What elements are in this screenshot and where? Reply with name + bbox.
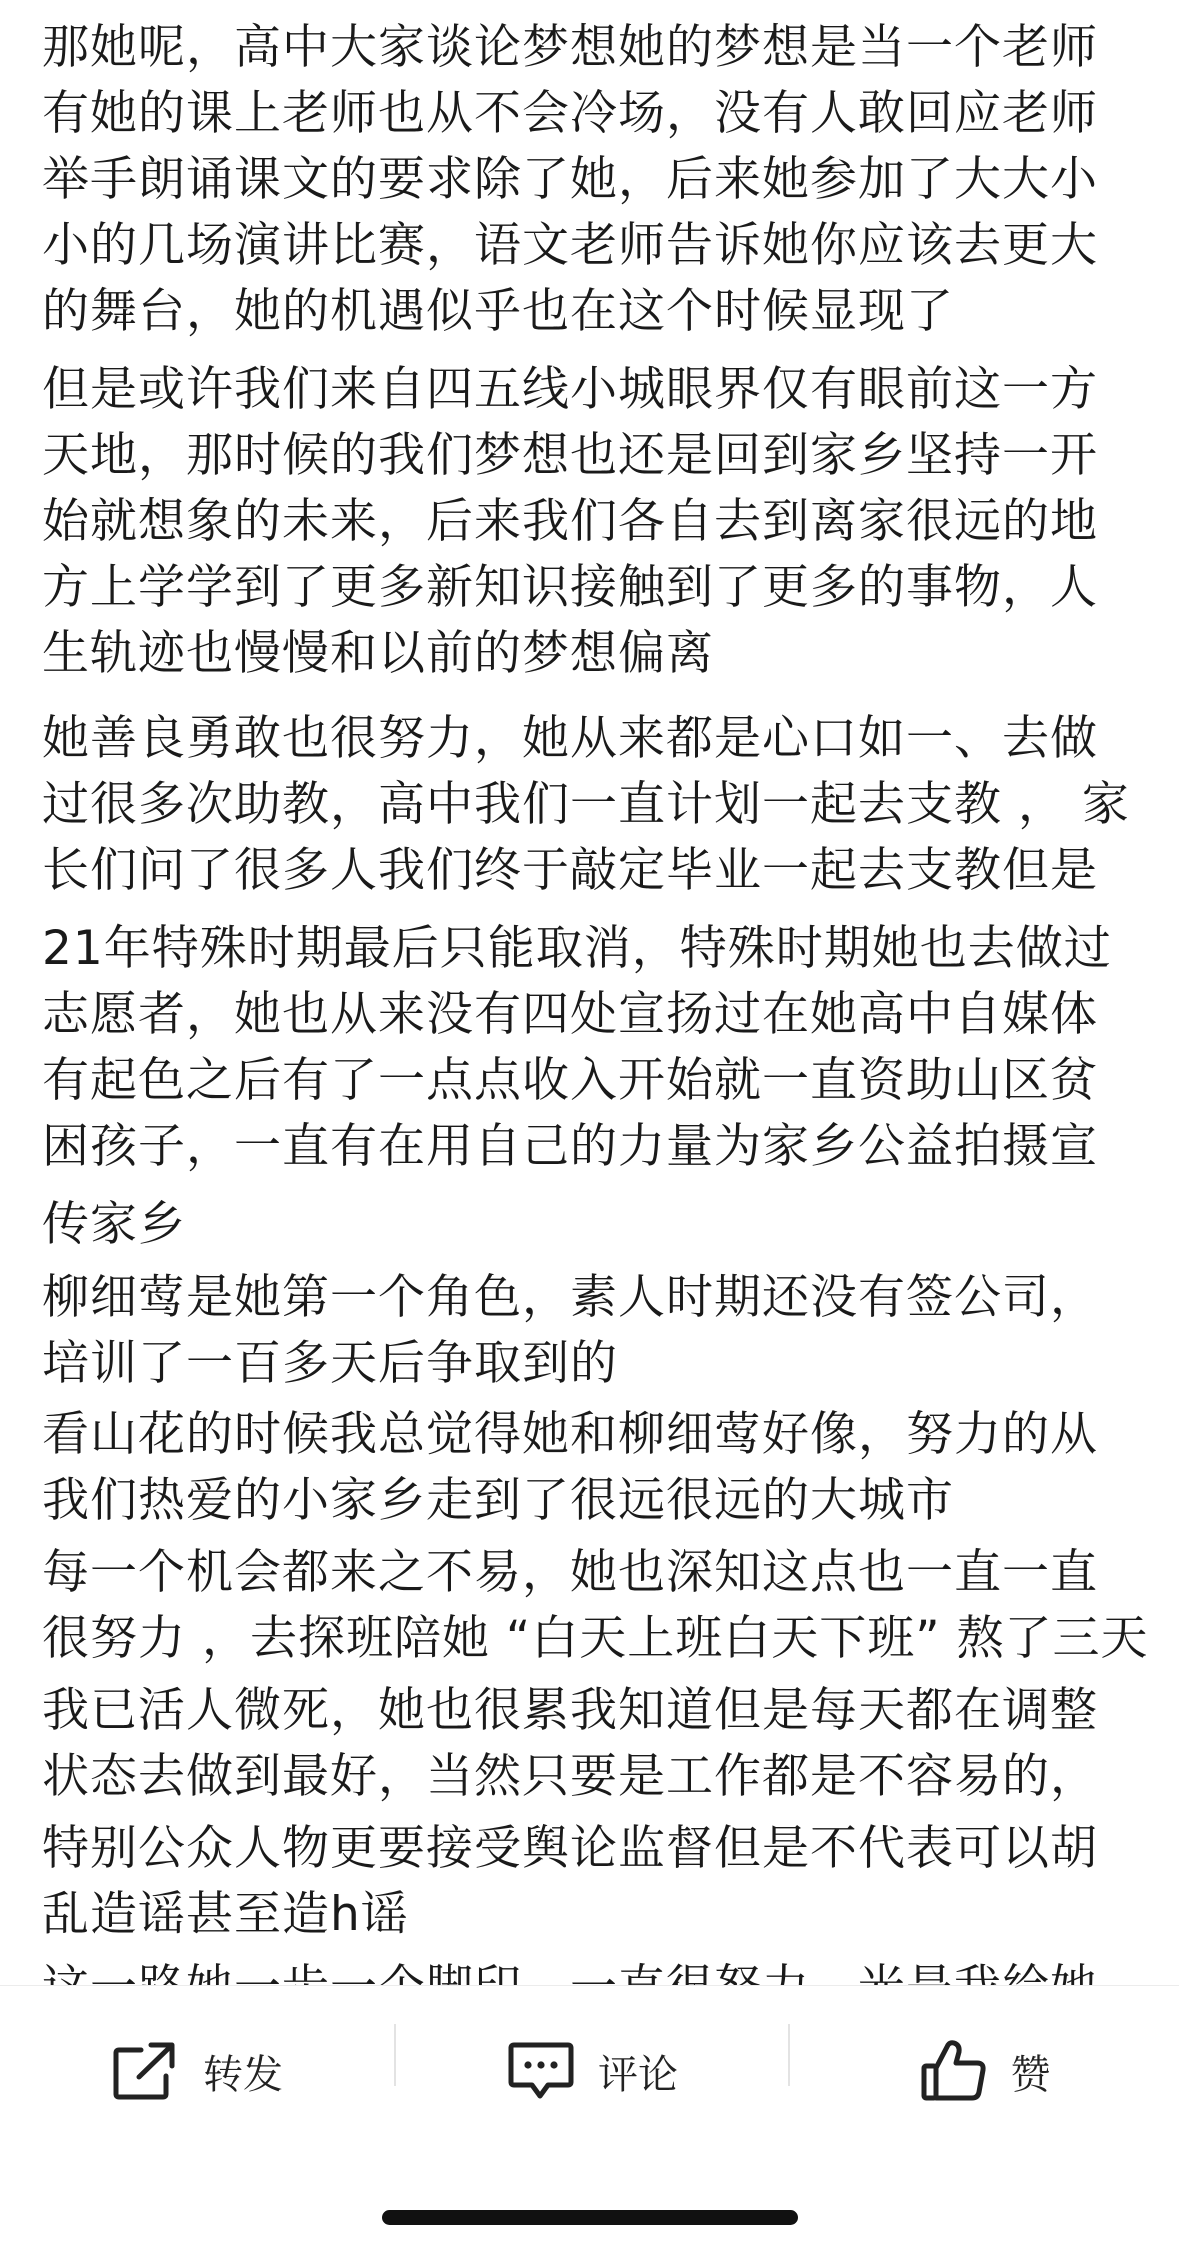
share-button[interactable]	[0, 1986, 394, 2156]
article-line: 有起色之后有了一点点收入开始就一直资助山区贫	[42, 1053, 1098, 1108]
like-button[interactable]	[790, 1986, 1179, 2156]
home-indicator[interactable]	[382, 2210, 798, 2225]
comment-button[interactable]	[396, 1986, 788, 2156]
comment-label: 评论	[598, 2051, 678, 2098]
article-line: 过很多次助教，高中我们一直计划一起去支教 ， 家	[42, 777, 1130, 832]
article-line: 21年特殊时期最后只能取消，特殊时期她也去做过	[42, 921, 1112, 976]
article-line: 长们问了很多人我们终于敲定毕业一起去支教但是	[42, 843, 1098, 898]
article-line: 有她的课上老师也从不会冷场，没有人敢回应老师	[42, 86, 1098, 141]
article-line: 柳细莺是她第一个角色，素人时期还没有签公司，	[42, 1270, 1098, 1325]
article-line: 困孩子，一直有在用自己的力量为家乡公益拍摄宣	[42, 1119, 1098, 1174]
article-line: 志愿者，她也从来没有四处宣扬过在她高中自媒体	[42, 987, 1098, 1042]
like-label: 赞	[1010, 2051, 1051, 2098]
article-line: 天地，那时候的我们梦想也还是回到家乡坚持一开	[42, 428, 1098, 483]
article-line: 很努力 ，去探班陪她 “白天上班白天下班” 熬了三天	[42, 1611, 1149, 1666]
article-line: 我们热爱的小家乡走到了很远很远的大城市	[42, 1473, 954, 1528]
article-line: 乱造谣甚至造h谣	[42, 1887, 409, 1942]
article-line: 的舞台，她的机遇似乎也在这个时候显现了	[42, 284, 954, 339]
article-line: 看山花的时候我总觉得她和柳细莺好像，努力的从	[42, 1407, 1098, 1462]
share-icon	[111, 2040, 181, 2102]
like-icon	[919, 2039, 989, 2103]
article-line: 传家乡	[42, 1197, 186, 1252]
article-line: 状态去做到最好，当然只要是工作都是不容易的，	[42, 1749, 1098, 1804]
article-line: 她善良勇敢也很努力，她从来都是心口如一、去做	[42, 711, 1098, 766]
article-line: 每一个机会都来之不易，她也深知这点也一直一直	[42, 1545, 1098, 1600]
bottom-action-bar	[0, 1985, 1179, 2156]
share-label: 转发	[203, 2051, 283, 2098]
article-line: 但是或许我们来自四五线小城眼界仅有眼前这一方	[42, 362, 1098, 417]
comment-icon	[506, 2040, 576, 2102]
article-line: 特别公众人物更要接受舆论监督但是不代表可以胡	[42, 1821, 1098, 1876]
article-line: 小的几场演讲比赛，语文老师告诉她你应该去更大	[42, 218, 1098, 273]
article-line: 举手朗诵课文的要求除了她，后来她参加了大大小	[42, 152, 1098, 207]
article-line: 那她呢，高中大家谈论梦想她的梦想是当一个老师	[42, 20, 1098, 75]
article-line: 始就想象的未来，后来我们各自去到离家很远的地	[42, 494, 1098, 549]
article-line: 方上学学到了更多新知识接触到了更多的事物，人	[42, 560, 1098, 615]
article-line: 生轨迹也慢慢和以前的梦想偏离	[42, 626, 714, 681]
article-line: 我已活人微死，她也很累我知道但是每天都在调整	[42, 1683, 1098, 1738]
article-line: 培训了一百多天后争取到的	[42, 1336, 618, 1391]
